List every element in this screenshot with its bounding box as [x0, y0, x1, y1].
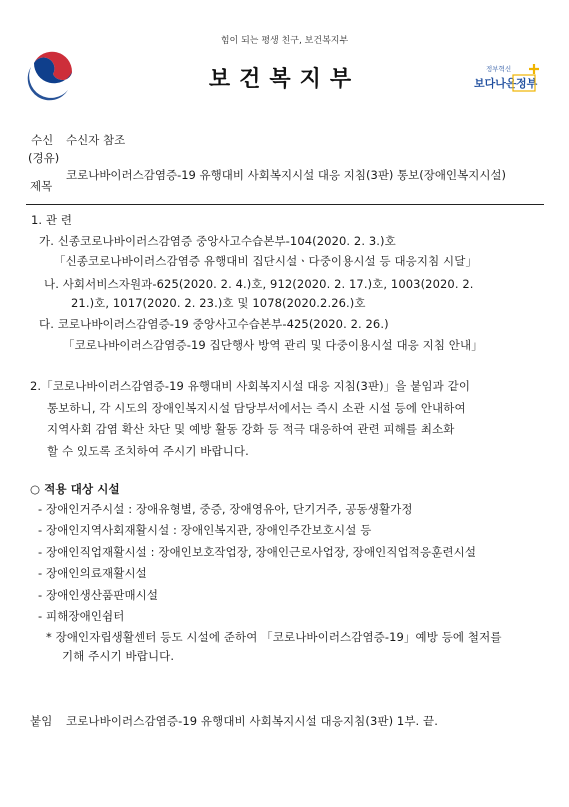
recipient-label: 수신: [31, 133, 54, 147]
reference-na-line2: 21.)호, 1017(2020. 2. 23.)호 및 1078(2020.2.26.)호: [71, 296, 366, 310]
section1-heading: 1. 관 련: [31, 213, 73, 227]
section2-line1: 2.「코로나바이러스감염증-19 유행대비 사회복지시설 대응 지침(3판)」을 붙임과 같이: [30, 379, 471, 393]
government-innovation-logo: [472, 62, 542, 96]
reference-ga-line2: 「신종코로나바이러스감염증 유행대비 집단시설ㆍ다중이용시설 등 대응지침 시달」: [54, 254, 478, 268]
reference-ga-line1: 가. 신종코로나바이러스감염증 중앙사고수습본부-104(2020. 2. 3.)호: [39, 234, 396, 248]
attachment-label: 붙임: [30, 714, 53, 728]
subject-value: 코로나바이러스감염증-19 유행대비 사회복지시설 대응 지침(3판) 통보(장애인복지시설): [66, 168, 507, 182]
reference-da-line1: 다. 코로나바이러스감염증-19 중앙사고수습본부-425(2020. 2. 26.): [39, 317, 389, 331]
subject-divider: [26, 204, 544, 205]
slogan: 힘이 되는 평생 친구, 보건복지부: [220, 36, 349, 46]
reference-da-line2: 「코로나바이러스감염증-19 집단행사 방역 관리 및 다중이용시설 대응 지침 안내」: [63, 338, 483, 352]
facility-item: - 피해장애인쉼터: [38, 609, 125, 623]
subject-label: 제목: [30, 179, 53, 193]
facility-note-line1: * 장애인자립생활센터 등도 시설에 준하여 「코로나바이러스감염증-19」예방 등에 철저를: [46, 630, 502, 644]
page-title: 보건복지부: [208, 67, 361, 92]
recipient-value: 수신자 참조: [66, 133, 126, 147]
facility-item: - 장애인생산품판매시설: [38, 588, 159, 602]
facilities-heading: ○ 적용 대상 시설: [30, 482, 120, 496]
facility-note-line2: 기해 주시기 바랍니다.: [62, 649, 175, 663]
section2-line4: 할 수 있도록 조치하여 주시기 바랍니다.: [47, 444, 249, 458]
facility-item: - 장애인의료재활시설: [38, 566, 147, 580]
facility-item: - 장애인직업재활시설 : 장애인보호작업장, 장애인근로사업장, 장애인직업적응훈련시설: [38, 545, 477, 559]
brand-main-text-2: 정부: [516, 77, 538, 90]
brand-small-text: 정부혁신: [486, 65, 512, 73]
brand-main-text-1: 보다나은: [474, 77, 517, 90]
section2-line3: 지역사회 감염 확산 차단 및 예방 활동 강화 등 적극 대응하여 관련 피해를 최소화: [47, 422, 455, 436]
section2-line2: 통보하니, 각 시도의 장애인복지시설 담당부서에서는 즉시 소관 시설 등에 안내하여: [47, 401, 466, 415]
facility-item: - 장애인지역사회재활시설 : 장애인복지관, 장애인주간보호시설 등: [38, 523, 372, 537]
attachment-value: 코로나바이러스감염증-19 유행대비 사회복지시설 대응지침(3판) 1부. 끝.: [66, 714, 439, 728]
plus-icon: [529, 64, 539, 74]
facility-item: - 장애인거주시설 : 장애유형별, 중증, 장애영유아, 단기거주, 공동생활가정: [38, 502, 413, 516]
reference-na-line1: 나. 사회서비스자원과-625(2020. 2. 4.)호, 912(2020. 2. 17.)호, 1003(2020. 2.: [44, 277, 474, 291]
via-label: (경유): [28, 151, 60, 165]
